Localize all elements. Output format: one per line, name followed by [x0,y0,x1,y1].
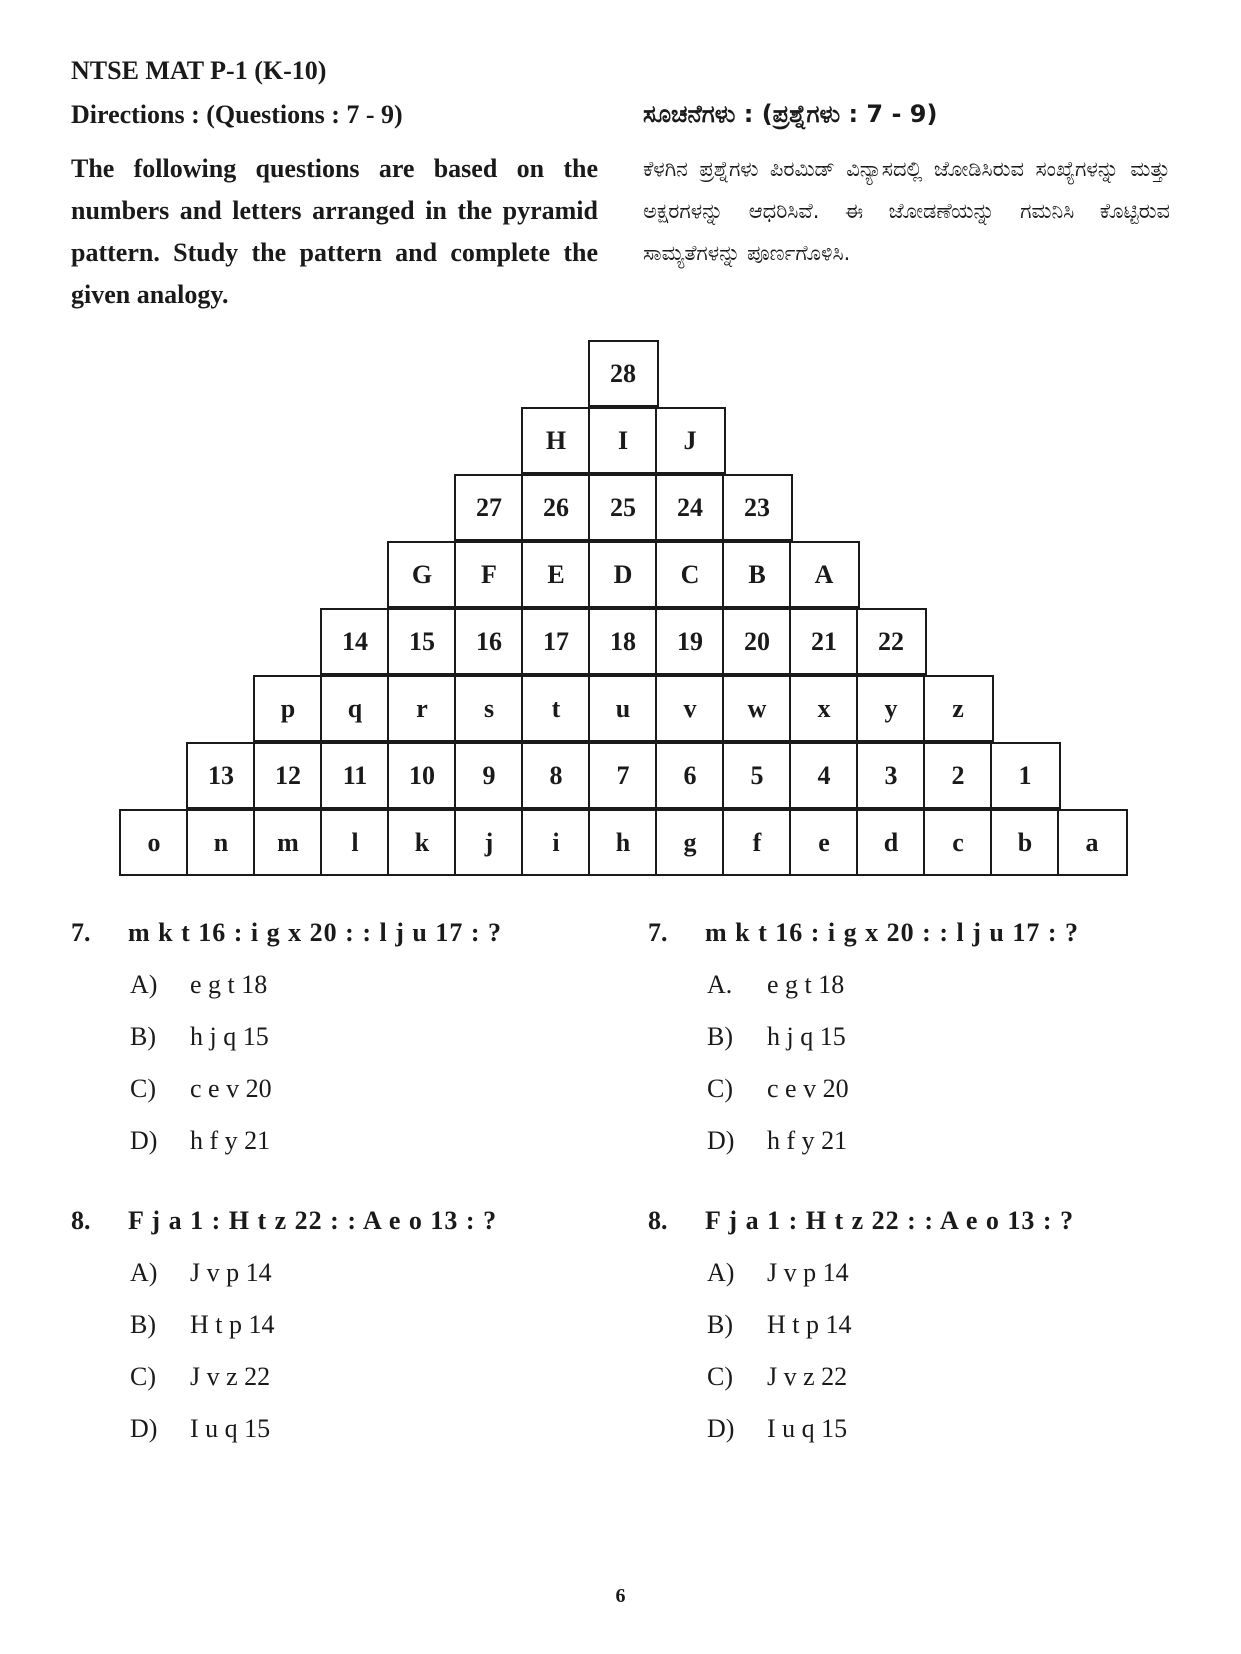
directions-text-en: The following questions are based on the numbers and letters arranged in the pyramid pattern. Study the pattern and complete the given analogy. [71,154,598,309]
pyramid-cell: A [789,541,860,608]
pyramid-cell: f [722,809,793,876]
option-label: C) [130,1362,156,1391]
question-stem: m k t 16 : i g x 20 : : l j u 17 : ? [705,918,1079,947]
pyramid-cell: o [119,809,190,876]
option-c [707,1074,849,1104]
page-header: NTSE MAT P-1 (K-10) [71,56,327,85]
option-b [130,1022,269,1052]
option-text: e g t 18 [190,970,268,999]
pyramid-cell: d [856,809,927,876]
option-label: B) [707,1310,733,1339]
pyramid-cell: 13 [186,742,257,809]
pyramid-cell: i [521,809,592,876]
pyramid-cell: 27 [454,474,525,541]
pyramid-cell: p [253,675,324,742]
option-c [130,1074,272,1104]
pyramid-cell: 10 [387,742,458,809]
option-label: D) [707,1126,735,1155]
option-text: H t p 14 [190,1310,275,1339]
question-number: 7. [648,918,668,947]
question-stem: m k t 16 : i g x 20 : : l j u 17 : ? [128,918,502,947]
question-number: 7. [71,918,91,947]
pyramid-cell: h [588,809,659,876]
pyramid-cell: q [320,675,391,742]
option-text: h j q 15 [190,1022,269,1051]
option-a [130,970,267,1000]
pyramid-cell: z [923,675,994,742]
pyramid-cell: x [789,675,860,742]
directions-title-kn: ಸೂಚನೆಗಳು : (ಪ್ರಶ್ನೆಗಳು : 7 - 9) [643,100,938,128]
option-text: e g t 18 [767,970,845,999]
pyramid-cell: n [186,809,257,876]
pyramid-cell: v [655,675,726,742]
pyramid-cell: 24 [655,474,726,541]
option-d [707,1414,847,1444]
pyramid-cell: l [320,809,391,876]
page-number: 6 [615,1585,626,1607]
pyramid-cell: 14 [320,608,391,675]
pyramid-cell: y [856,675,927,742]
pyramid-cell: 25 [588,474,659,541]
pyramid-cell: 11 [320,742,391,809]
option-d [130,1414,270,1444]
pyramid-cell: w [722,675,793,742]
option-d [130,1126,270,1156]
option-text: h j q 15 [767,1022,846,1051]
pyramid-cell: I [588,407,659,474]
option-label: D) [130,1126,158,1155]
pyramid-cell: s [454,675,525,742]
option-text: I u q 15 [767,1414,848,1443]
option-d [707,1126,847,1156]
option-text: J v p 14 [767,1258,849,1287]
pyramid-cell: 15 [387,608,458,675]
option-label: A) [707,1258,735,1287]
option-a [707,1258,849,1288]
option-c [707,1362,847,1392]
pyramid-cell: E [521,541,592,608]
question-number: 8. [71,1206,91,1235]
pyramid-cell: 21 [789,608,860,675]
pyramid-cell: B [722,541,793,608]
pyramid-cell: 7 [588,742,659,809]
option-text: H t p 14 [767,1310,852,1339]
pyramid-cell: 1 [990,742,1061,809]
pyramid-cell: u [588,675,659,742]
option-b [707,1310,852,1340]
option-text: h f y 21 [190,1126,271,1155]
question-stem: F j a 1 : H t z 22 : : A e o 13 : ? [128,1206,498,1235]
option-text: J v z 22 [190,1362,271,1391]
pyramid-cell: 26 [521,474,592,541]
question-stem: F j a 1 : H t z 22 : : A e o 13 : ? [705,1206,1075,1235]
pyramid-cell: j [454,809,525,876]
pyramid-cell: 3 [856,742,927,809]
option-label: A) [130,970,158,999]
option-label: A) [130,1258,158,1287]
directions-text-kn: ಕೆಳಗಿನ ಪ್ರಶ್ನೆಗಳು ಪಿರಮಿಡ್ ವಿನ್ಯಾಸದಲ್ಲಿ ಜೋಡಿಸಿರುವ ಸಂಖ್ಯೆಗಳನ್ನು ಮತ್ತು ಅಕ್ಷರಗಳನ್ನು ಆಧರಿಸಿವೆ. ಈ ಜೋಡಣೆಯನ್ನು ಗಮನಿಸಿ ಕೊಟ್ಟಿರುವ ಸಾಮ್ಯತೆಗಳನ್ನು ಪೂರ್ಣಗೊಳಿಸಿ. [643,157,1170,265]
pyramid-cell: D [588,541,659,608]
option-label: B) [707,1022,733,1051]
option-b [707,1022,846,1052]
option-label: D) [707,1414,735,1443]
option-a [130,1258,272,1288]
option-b [130,1310,275,1340]
pyramid-cell: C [655,541,726,608]
pyramid-cell: a [1057,809,1128,876]
pyramid-cell: 8 [521,742,592,809]
pyramid-cell: 12 [253,742,324,809]
pyramid-cell: 5 [722,742,793,809]
option-c [130,1362,270,1392]
pyramid-cell: 23 [722,474,793,541]
option-text: c e v 20 [767,1074,849,1103]
directions-title-en: Directions : (Questions : 7 - 9) [71,100,403,129]
pyramid-cell: 19 [655,608,726,675]
pyramid-cell: 2 [923,742,994,809]
pyramid-cell: F [454,541,525,608]
option-text: c e v 20 [190,1074,272,1103]
option-text: J v z 22 [767,1362,848,1391]
option-a [707,970,844,1000]
option-label: C) [707,1074,733,1103]
pyramid-cell: 28 [588,340,659,407]
pyramid-cell: r [387,675,458,742]
pyramid-cell: 18 [588,608,659,675]
option-label: D) [130,1414,158,1443]
pyramid-cell: H [521,407,592,474]
question-number: 8. [648,1206,668,1235]
pyramid-cell: J [655,407,726,474]
option-label: B) [130,1310,156,1339]
pyramid-cell: 9 [454,742,525,809]
pyramid-cell: m [253,809,324,876]
option-text: h f y 21 [767,1126,848,1155]
option-label: C) [130,1074,156,1103]
option-text: I u q 15 [190,1414,271,1443]
pyramid-cell: g [655,809,726,876]
pyramid-cell: c [923,809,994,876]
pyramid-cell: t [521,675,592,742]
option-label: C) [707,1362,733,1391]
pyramid-cell: 17 [521,608,592,675]
pyramid-cell: G [387,541,458,608]
pyramid-cell: b [990,809,1061,876]
pyramid-cell: k [387,809,458,876]
pyramid-cell: 22 [856,608,927,675]
pyramid-cell: 6 [655,742,726,809]
option-label: B) [130,1022,156,1051]
option-label: A. [707,970,733,999]
pyramid-cell: 20 [722,608,793,675]
pyramid-cell: 4 [789,742,860,809]
pyramid-cell: 16 [454,608,525,675]
option-text: J v p 14 [190,1258,272,1287]
pyramid-cell: e [789,809,860,876]
